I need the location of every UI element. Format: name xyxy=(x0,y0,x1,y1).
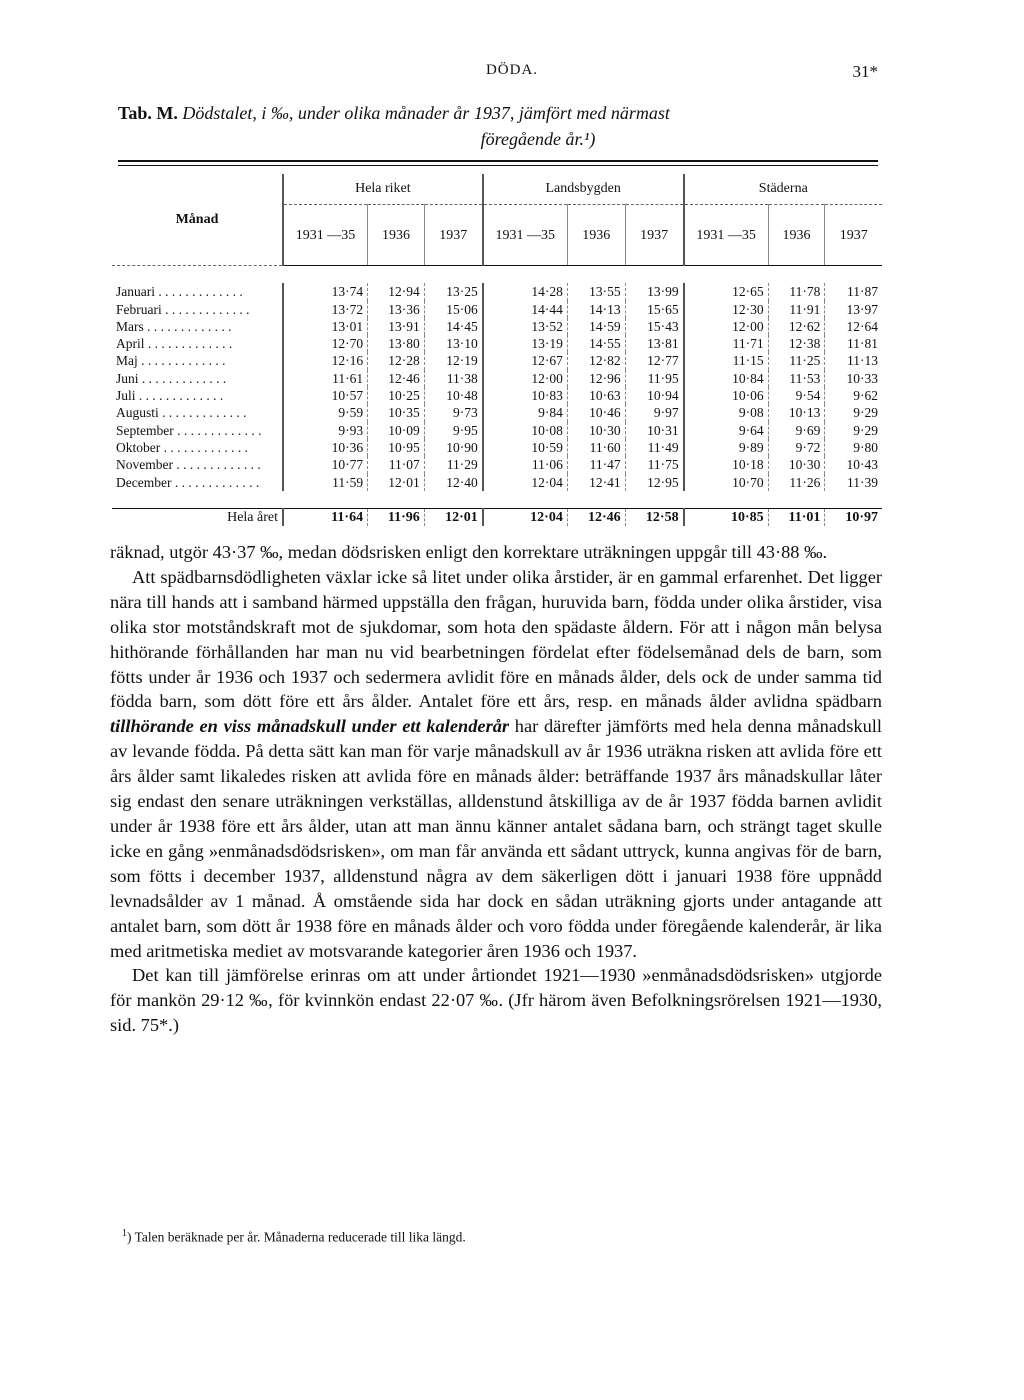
table-body xyxy=(112,266,882,509)
table-cell: 12·19 xyxy=(424,352,482,369)
running-title: DÖDA. xyxy=(485,62,539,78)
month-label: Februari . . . xyxy=(116,302,249,317)
table-cell: 12·01 xyxy=(424,509,482,527)
table-row xyxy=(112,370,882,387)
table-cell: 15·06 xyxy=(424,301,482,318)
table-cell: 15·43 xyxy=(625,318,683,335)
table-cell: 10·35 xyxy=(368,404,425,421)
table-cell: 12·82 xyxy=(567,352,625,369)
month-name xyxy=(112,318,283,335)
table-cell: 9·62 xyxy=(825,387,882,404)
table-cell: 10·36 xyxy=(283,439,368,456)
paragraph-2-part-b: har därefter jämförts med hela denna månadskull av levande födda. På detta sätt kan man för varje månadskull av år 1936 uträkna risken att avlida före ett års ålder samt likaledes risken att avlida före en månads ålder: beträffande 1937 års månadskullar låter sig endast den senare uträkningen verkställas, alldenstund åtskilliga av de år 1937 födda barnen avlidit under år 1938 före ett års ålder, utan att man ännu känner antalet sådana barn, och strängt taget skulle icke en gång »enmånadsdödsrisken», om man får använda ett sådant uttryck, kunna angivas för de barn, som fötts i december 1937, alldenstund några av dem säkerligen dött i januari 1938 före uppnådd levnadsålder av 1 månad. Å omstående sida har dock en sådan uträkning gjorts under antagande att antalet barn, som dött år 1938 före en månads ålder och voro födda under föregående kalenderår, är lika med aritmetiska mediet av motsvarande kategorier åren 1936 och 1937. xyxy=(110,716,882,961)
month-label: Oktober . . . xyxy=(116,440,248,455)
running-head xyxy=(0,62,1024,86)
table-cell: 10·46 xyxy=(567,404,625,421)
table-cell: 10·30 xyxy=(567,422,625,439)
table-top-rule-thin xyxy=(118,165,878,166)
table-cell: 15·65 xyxy=(625,301,683,318)
footnote xyxy=(122,1228,882,1246)
table-cell: 10·25 xyxy=(368,387,425,404)
table-cell: 11·39 xyxy=(825,474,882,491)
table-cell: 11·78 xyxy=(768,283,825,300)
month-name xyxy=(112,370,283,387)
table-cell: 12·62 xyxy=(768,318,825,335)
table-cell: 14·55 xyxy=(567,335,625,352)
table-cell: 9·93 xyxy=(283,422,368,439)
year-header: 1937 xyxy=(825,205,882,266)
table-cell: 11·75 xyxy=(625,456,683,473)
table-cell: 11·81 xyxy=(825,335,882,352)
month-label: Juli . . . xyxy=(116,388,223,403)
table-cell: 11·87 xyxy=(825,283,882,300)
table-cell: 9·29 xyxy=(825,404,882,421)
table-cell: 14·45 xyxy=(424,318,482,335)
table-cell: 13·25 xyxy=(424,283,482,300)
year-header: 1936 xyxy=(368,205,425,266)
table-cell: 12·41 xyxy=(567,474,625,491)
paragraph-3: Det kan till jämförelse erinras om att under årtiondet 1921—1930 »enmånadsdödsrisken» utgjorde för mankön 29·12 ‰, för kvinnkön endast 22·07 ‰. (Jfr härom även Befolkningsrörelsen 1921—1930, sid. 75*.) xyxy=(110,965,882,1036)
table-cell: 9·73 xyxy=(424,404,482,421)
month-name xyxy=(112,335,283,352)
table-cell: 10·84 xyxy=(684,370,769,387)
caption-title: Dödstalet, i ‰, under olika månader år 1937, jämfört med närmast xyxy=(182,103,670,123)
table-cell: 10·90 xyxy=(424,439,482,456)
table-cell: 13·74 xyxy=(283,283,368,300)
table-cell: 12·38 xyxy=(768,335,825,352)
year-header: 1931 —35 xyxy=(283,205,368,266)
table-cell: 11·91 xyxy=(768,301,825,318)
page-number: 31* xyxy=(852,62,878,81)
table-cell: 10·30 xyxy=(768,456,825,473)
table-cell: 10·85 xyxy=(684,509,769,527)
total-label: Hela året xyxy=(112,509,283,527)
table-cell: 13·99 xyxy=(625,283,683,300)
body-text xyxy=(110,540,882,1038)
table-cell: 11·61 xyxy=(283,370,368,387)
year-header: 1937 xyxy=(625,205,683,266)
footnote-mark: 1 xyxy=(122,1228,127,1239)
table-cell: 10·31 xyxy=(625,422,683,439)
table-row-total xyxy=(112,509,882,527)
table-row xyxy=(112,283,882,300)
table-cell: 10·70 xyxy=(684,474,769,491)
caption-line-2: föregående år.¹) xyxy=(480,129,596,149)
year-header: 1937 xyxy=(424,205,482,266)
table-cell: 14·13 xyxy=(567,301,625,318)
mortality-table xyxy=(112,174,882,526)
table-cell: 10·95 xyxy=(368,439,425,456)
table-cell: 13·01 xyxy=(283,318,368,335)
paragraph-2-part-a: Att spädbarnsdödligheten växlar icke så litet under olika årstider, är en gammal erfarenhet. Det ligger nära till hands att i samband härmed uppställa den frågan, huruvida barn, födda under olika årstider, visa olika stor motståndskraft mot de sjukdomar, som hota den spädaste åldern. För att i någon mån belysa hithörande förhållanden har man nu vid bearbetningen fördelat efter födelsemånad dels de barn, som fötts under år 1936 och 1937 och sedermera avlidit före en månads ålder, dels ock de under samma tid födda barn, som dött före ett års ålder. Antalet före ett års, resp. en månads ålder avlidna spädbarn xyxy=(110,566,882,712)
table-row xyxy=(112,456,882,473)
table-caption xyxy=(118,100,888,152)
table-cell: 12·00 xyxy=(684,318,769,335)
table-cell: 11·95 xyxy=(625,370,683,387)
table-cell: 10·59 xyxy=(483,439,568,456)
month-name xyxy=(112,474,283,491)
month-name xyxy=(112,439,283,456)
caption-line-1 xyxy=(118,100,888,126)
month-name xyxy=(112,387,283,404)
table-row xyxy=(112,352,882,369)
table-row xyxy=(112,474,882,491)
month-name xyxy=(112,301,283,318)
month-label: Augusti . . . xyxy=(116,405,247,420)
table-cell: 9·59 xyxy=(283,404,368,421)
month-name xyxy=(112,352,283,369)
group-header-landsbygden: Landsbygden xyxy=(483,174,684,205)
table-cell: 13·81 xyxy=(625,335,683,352)
table-cell: 12·28 xyxy=(368,352,425,369)
paragraph-1: räknad, utgör 43·37 ‰, medan dödsrisken enligt den korrektare uträkningen uppgår till 43·88 ‰. xyxy=(110,542,828,562)
table-cell: 11·01 xyxy=(768,509,825,527)
table-cell: 9·29 xyxy=(825,422,882,439)
table-cell: 11·47 xyxy=(567,456,625,473)
table-cell: 13·91 xyxy=(368,318,425,335)
year-header: 1931 —35 xyxy=(684,205,769,266)
table-cell: 10·13 xyxy=(768,404,825,421)
table-cell: 10·18 xyxy=(684,456,769,473)
table-cell: 13·97 xyxy=(825,301,882,318)
table-cell: 12·01 xyxy=(368,474,425,491)
table-cell: 11·60 xyxy=(567,439,625,456)
month-name xyxy=(112,283,283,300)
table-row xyxy=(112,301,882,318)
table-cell: 11·38 xyxy=(424,370,482,387)
table-cell: 11·13 xyxy=(825,352,882,369)
table-cell: 11·29 xyxy=(424,456,482,473)
table-cell: 9·97 xyxy=(625,404,683,421)
month-label: April . . . xyxy=(116,336,232,351)
table-cell: 10·94 xyxy=(625,387,683,404)
table-cell: 11·06 xyxy=(483,456,568,473)
table-cell: 12·58 xyxy=(625,509,683,527)
table-cell: 10·08 xyxy=(483,422,568,439)
table-cell: 12·40 xyxy=(424,474,482,491)
table-cell: 13·72 xyxy=(283,301,368,318)
table-row xyxy=(112,387,882,404)
table-cell: 12·04 xyxy=(483,509,568,527)
month-name xyxy=(112,404,283,421)
table-cell: 12·46 xyxy=(567,509,625,527)
table-cell: 9·80 xyxy=(825,439,882,456)
table-row xyxy=(112,422,882,439)
table-row xyxy=(112,439,882,456)
table-cell: 9·08 xyxy=(684,404,769,421)
table-cell: 10·33 xyxy=(825,370,882,387)
year-header: 1931 —35 xyxy=(483,205,568,266)
table-row xyxy=(112,318,882,335)
table-cell: 9·84 xyxy=(483,404,568,421)
month-label: September . . . xyxy=(116,423,261,438)
month-label: Juni . . . xyxy=(116,371,226,386)
month-label: Mars . . . xyxy=(116,319,232,334)
table-cell: 11·15 xyxy=(684,352,769,369)
table-cell: 12·00 xyxy=(483,370,568,387)
table-cell: 13·55 xyxy=(567,283,625,300)
table-cell: 11·26 xyxy=(768,474,825,491)
table-cell: 13·52 xyxy=(483,318,568,335)
table-row xyxy=(112,335,882,352)
table-cell: 10·57 xyxy=(283,387,368,404)
table-cell: 12·04 xyxy=(483,474,568,491)
table-cell: 13·36 xyxy=(368,301,425,318)
month-label: November . . . xyxy=(116,457,261,472)
table-cell: 10·63 xyxy=(567,387,625,404)
table-cell: 11·49 xyxy=(625,439,683,456)
table-cell: 11·59 xyxy=(283,474,368,491)
table-cell: 10·09 xyxy=(368,422,425,439)
table-cell: 13·80 xyxy=(368,335,425,352)
table-cell: 12·30 xyxy=(684,301,769,318)
table-cell: 10·83 xyxy=(483,387,568,404)
table-cell: 10·43 xyxy=(825,456,882,473)
month-label: December . . . xyxy=(116,475,259,490)
month-label: Maj . . . xyxy=(116,353,226,368)
table-top-rule xyxy=(118,160,878,162)
table-cell: 12·77 xyxy=(625,352,683,369)
table-cell: 11·64 xyxy=(283,509,368,527)
table-cell: 11·96 xyxy=(368,509,425,527)
table-cell: 12·70 xyxy=(283,335,368,352)
month-name xyxy=(112,422,283,439)
table-cell: 9·72 xyxy=(768,439,825,456)
table-cell: 9·54 xyxy=(768,387,825,404)
table-cell: 11·07 xyxy=(368,456,425,473)
footnote-text: ) Talen beräknade per år. Månaderna reducerade till lika längd. xyxy=(127,1229,466,1245)
table-cell: 12·67 xyxy=(483,352,568,369)
month-name xyxy=(112,456,283,473)
year-header: 1936 xyxy=(567,205,625,266)
table-cell: 10·06 xyxy=(684,387,769,404)
group-header-riket: Hela riket xyxy=(283,174,483,205)
paragraph-2 xyxy=(110,565,882,964)
table-cell: 10·97 xyxy=(825,509,882,527)
table-cell: 9·89 xyxy=(684,439,769,456)
table-cell: 12·95 xyxy=(625,474,683,491)
table-cell: 12·46 xyxy=(368,370,425,387)
table-cell: 14·28 xyxy=(483,283,568,300)
table-cell: 9·64 xyxy=(684,422,769,439)
year-header: 1936 xyxy=(768,205,825,266)
table-cell: 13·10 xyxy=(424,335,482,352)
table-row xyxy=(112,404,882,421)
table-cell: 11·25 xyxy=(768,352,825,369)
paragraph-2-emphasis: tillhörande en viss månadskull under ett kalenderår xyxy=(110,716,510,737)
table-cell: 10·77 xyxy=(283,456,368,473)
month-header: Månad xyxy=(112,174,283,266)
month-label: Januari . . . xyxy=(116,284,243,299)
table-cell: 11·71 xyxy=(684,335,769,352)
table-cell: 12·64 xyxy=(825,318,882,335)
table-cell: 13·19 xyxy=(483,335,568,352)
table-cell: 12·65 xyxy=(684,283,769,300)
table-cell: 11·53 xyxy=(768,370,825,387)
table-cell: 10·48 xyxy=(424,387,482,404)
table-cell: 12·94 xyxy=(368,283,425,300)
table-cell: 9·69 xyxy=(768,422,825,439)
table-cell: 14·59 xyxy=(567,318,625,335)
table-cell: 12·96 xyxy=(567,370,625,387)
table-cell: 14·44 xyxy=(483,301,568,318)
table-cell: 12·16 xyxy=(283,352,368,369)
table-cell: 9·95 xyxy=(424,422,482,439)
group-header-staderna: Städerna xyxy=(684,174,882,205)
table-number: Tab. M. xyxy=(118,103,178,123)
